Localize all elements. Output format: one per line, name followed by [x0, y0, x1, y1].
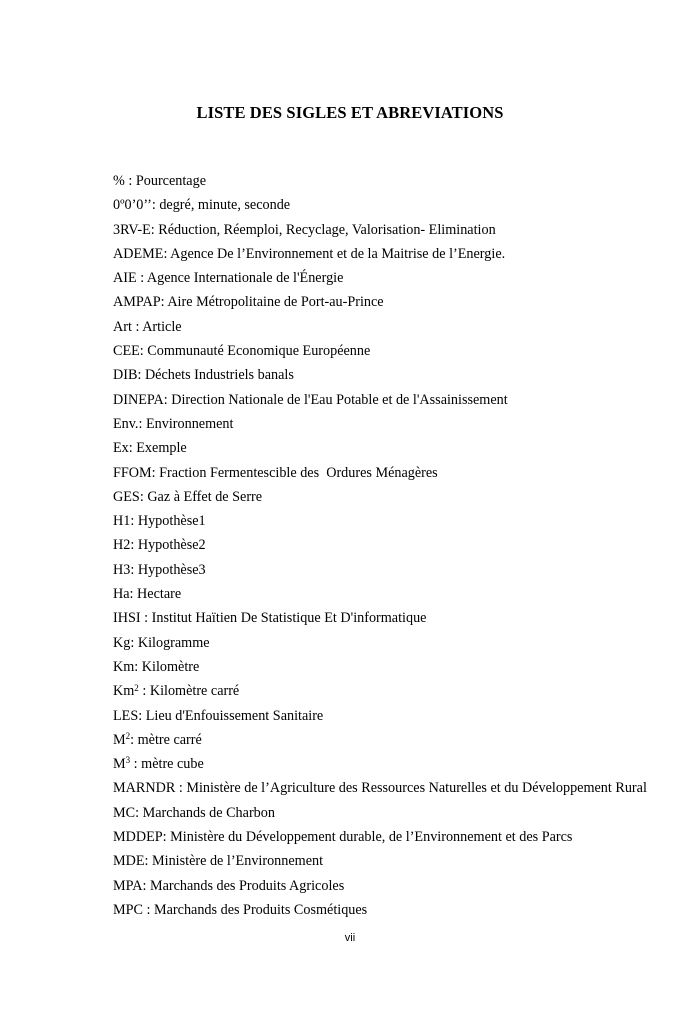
abbreviation-definition: Hectare	[137, 586, 182, 603]
abbreviation-term: Km	[113, 658, 135, 675]
abbreviation-definition: Ministère de l’Agriculture des Ressources Naturelles et du Développement Rural	[186, 780, 647, 797]
abbreviation-term: GES	[113, 488, 140, 505]
abbreviation-term: MPA	[113, 877, 143, 894]
separator: :	[130, 561, 138, 578]
separator: :	[134, 658, 142, 675]
list-item	[113, 436, 647, 460]
page-title: LISTE DES SIGLES ET ABREVIATIONS	[196, 103, 504, 122]
separator: :	[138, 415, 146, 432]
abbreviation-definition: Hypothèse2	[137, 537, 206, 554]
abbreviation-term: Ha	[113, 586, 130, 603]
abbreviation-definition: mètre carré	[137, 731, 202, 748]
separator: :	[151, 464, 160, 481]
abbreviation-definition: Kilomètre carré	[149, 683, 240, 700]
abbreviation-term: 3RV-E	[113, 221, 151, 238]
abbreviation-exponent: 2	[134, 682, 139, 693]
abbreviation-term: MARNDR	[113, 780, 176, 797]
abbreviation-term: AIE	[113, 270, 137, 287]
separator: :	[124, 173, 136, 189]
abbreviation-definition: Fraction Fermentescible des Ordures Ménagères	[159, 464, 438, 481]
abbreviation-term: IHSI	[113, 610, 141, 627]
list-item	[113, 728, 647, 752]
abbreviation-definition: Ministère du Développement durable, de l’Environnement et des Parcs	[170, 829, 573, 846]
list-item	[113, 193, 647, 217]
abbreviation-term: MDDEP	[113, 829, 163, 846]
abbreviation-definition: Agence De l’Environnement et de la Maitrise de l’Energie.	[170, 245, 506, 262]
abbreviation-definition: Ministère de l’Environnement	[152, 853, 324, 870]
abbreviation-definition: Déchets Industriels banals	[144, 367, 294, 384]
list-item	[113, 266, 647, 290]
list-item	[113, 242, 647, 266]
list-item	[113, 509, 647, 533]
abbreviation-definition: Communauté Economique Européenne	[147, 343, 371, 360]
list-item	[113, 533, 647, 557]
separator: :	[140, 610, 152, 627]
separator: :	[130, 634, 138, 651]
abbreviation-term: H2	[113, 537, 131, 554]
abbreviation-definition: Marchands de Charbon	[142, 804, 275, 821]
abbreviation-definition: Environnement	[145, 415, 234, 432]
abbreviation-term: CEE	[113, 343, 140, 360]
abbreviation-term: M	[113, 731, 126, 748]
list-item	[113, 898, 647, 922]
abbreviation-term: Km	[113, 683, 135, 700]
abbreviation-term: H3	[113, 561, 131, 578]
list-item	[113, 412, 647, 436]
abbreviation-term: MDE	[113, 853, 145, 870]
separator: :	[151, 197, 160, 214]
abbreviation-definition: Aire Métropolitaine de Port-au-Prince	[167, 294, 384, 311]
abbreviation-definition: Agence Internationale de l'Énergie	[146, 270, 344, 287]
abbreviation-definition: Pourcentage	[135, 173, 206, 189]
list-item	[113, 704, 647, 728]
abbreviation-term: Art	[113, 318, 132, 335]
abbreviation-list	[113, 169, 647, 922]
abbreviation-term: DINEPA	[113, 391, 164, 408]
list-item	[113, 874, 647, 898]
abbreviation-definition: Gaz à Effet de Serre	[147, 488, 263, 505]
separator: :	[137, 367, 145, 384]
abbreviation-term: MPC	[113, 901, 143, 918]
abbreviation-term: DIB	[113, 367, 138, 384]
separator: :	[135, 804, 143, 821]
separator: :	[142, 877, 150, 894]
separator: :	[130, 756, 142, 773]
list-item	[113, 290, 647, 314]
separator: :	[160, 294, 168, 311]
abbreviation-definition: Kilogramme	[137, 634, 210, 651]
list-item	[113, 801, 647, 825]
list-item	[113, 485, 647, 509]
abbreviation-definition: Réduction, Réemploi, Recyclage, Valorisation- Elimination	[158, 221, 496, 238]
abbreviation-definition: Direction Nationale de l'Eau Potable et de l'Assainissement	[171, 391, 508, 408]
abbreviation-term: ADEME	[113, 245, 164, 262]
abbreviation-definition: Lieu d'Enfouissement Sanitaire	[145, 707, 324, 724]
separator: :	[128, 440, 137, 457]
list-item	[113, 339, 647, 363]
abbreviation-term: %	[113, 173, 125, 189]
list-item	[113, 461, 647, 485]
list-item	[113, 825, 647, 849]
separator: :	[150, 221, 159, 238]
abbreviation-term: Ex	[113, 440, 129, 457]
list-item	[113, 169, 647, 193]
separator: :	[130, 537, 138, 554]
separator: :	[139, 488, 148, 505]
abbreviation-term: Kg	[113, 634, 131, 651]
separator: :	[162, 829, 171, 846]
list-item	[113, 363, 647, 387]
abbreviation-term: AMPAP	[113, 294, 161, 311]
abbreviation-definition: Hypothèse3	[137, 561, 206, 578]
list-item	[113, 849, 647, 873]
abbreviation-definition: Marchands des Produits Cosmétiques	[154, 901, 368, 918]
abbreviation-exponent: 2	[125, 731, 131, 742]
separator: :	[131, 318, 143, 335]
abbreviation-definition: Exemple	[136, 440, 187, 457]
abbreviation-term: 0º0’0’’	[113, 197, 152, 214]
separator: :	[136, 270, 147, 287]
list-item	[113, 558, 647, 582]
list-item	[113, 606, 647, 630]
abbreviation-definition: Institut Haïtien De Statistique Et D'informatique	[151, 610, 427, 627]
abbreviation-term: LES	[113, 707, 139, 724]
abbreviation-definition: Kilomètre	[141, 658, 200, 675]
abbreviation-exponent: 3	[125, 755, 131, 766]
separator: :	[129, 586, 138, 603]
separator: :	[138, 707, 146, 724]
list-item	[113, 315, 647, 339]
list-item	[113, 776, 647, 800]
abbreviation-definition: mètre cube	[141, 756, 204, 773]
abbreviation-term: H1	[113, 513, 131, 530]
list-item	[113, 655, 647, 679]
separator: :	[144, 853, 153, 870]
abbreviation-definition: Marchands des Produits Agricoles	[149, 877, 345, 894]
separator: :	[163, 245, 171, 262]
separator: :	[138, 683, 150, 700]
abbreviation-term: MC	[113, 804, 136, 821]
separator: :	[139, 343, 148, 360]
abbreviation-definition: Hypothèse1	[137, 513, 206, 530]
abbreviation-definition: degré, minute, seconde	[159, 197, 291, 214]
abbreviation-definition: Article	[142, 318, 182, 335]
page-number: vii	[344, 932, 356, 944]
separator: :	[130, 731, 138, 748]
list-item	[113, 752, 647, 776]
separator: :	[142, 901, 155, 918]
list-item	[113, 218, 647, 242]
abbreviation-term: FFOM	[113, 464, 152, 481]
separator: :	[163, 391, 172, 408]
abbreviation-term: M	[113, 756, 126, 773]
separator: :	[130, 513, 138, 530]
list-item	[113, 388, 647, 412]
abbreviation-term: Env.	[113, 415, 139, 432]
list-item	[113, 631, 647, 655]
list-item	[113, 679, 647, 703]
list-item	[113, 582, 647, 606]
separator: :	[175, 780, 187, 797]
